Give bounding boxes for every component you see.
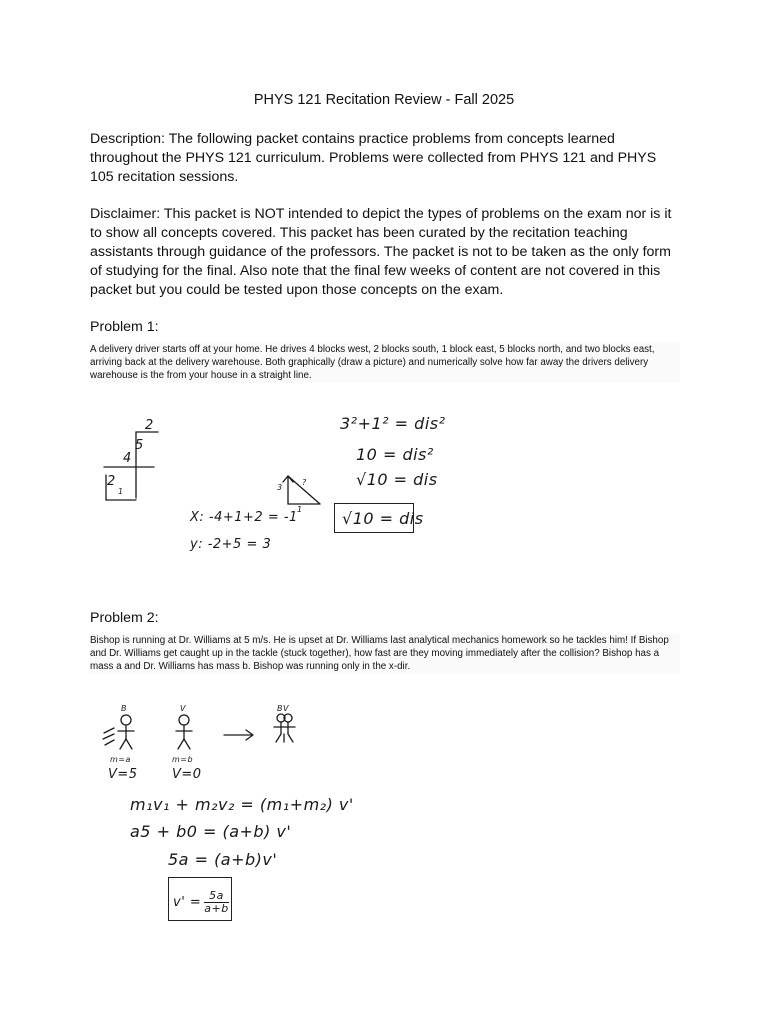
x-displacement-work: X: -4+1+2 = -1 xyxy=(190,510,298,525)
disclaimer-paragraph: Disclaimer: This packet is NOT intended to depict the types of problems on the exam nor is it to show all concepts covered. This packet has been curated by the recitation teaching assistants through guidance of the professors. The packet is not to be taken as the only form of studying for the final. Also note that the final few weeks of content are not covered in this packet but you could be tested upon those concepts on the exam. xyxy=(90,206,672,298)
motion-arrow-icon xyxy=(222,728,257,742)
page-title: PHYS 121 Recitation Review - Fall 2025 xyxy=(253,92,515,108)
description-paragraph: Description: The following packet contains practice problems from concepts learned throughout the PHYS 121 curriculum. Problems were collected from PHYS 121 and PHYS 105 recitation sessions. xyxy=(90,131,657,185)
problem-1-label: Problem 1: xyxy=(90,319,159,335)
distance-equation-3: √10 = dis xyxy=(356,470,438,489)
y-displacement-work: y: -2+5 = 3 xyxy=(190,537,272,552)
distance-equation-2: 10 = dis² xyxy=(356,445,434,464)
problem-2-answer-box xyxy=(168,877,232,921)
problem-1-answer-box xyxy=(334,503,424,533)
triangle-label-question: ? xyxy=(302,478,307,487)
triangle-sketch xyxy=(280,470,330,510)
williams-mass: m=b xyxy=(172,755,194,764)
momentum-equation-3: 5a = (a+b)v' xyxy=(168,850,278,869)
bishop-mass: m=a xyxy=(110,755,131,764)
momentum-equation-2: a5 + b0 = (a+b) v' xyxy=(130,822,292,841)
combined-letters: BV xyxy=(277,704,289,713)
problem-2-statement: Bishop is running at Dr. Williams at 5 m/s. He is upset at Dr. Williams last analytical mechanics homework so he tackles him! If Bishop and Dr. Williams get caught up in the tackle (stuck together), how fast are they moving immediately after the collision? Bishop has a mass a and Dr. Williams has mass b. Bishop was running only in the x-dir. xyxy=(90,634,680,674)
answer-lhs: v' = xyxy=(173,895,202,910)
williams-velocity: V=0 xyxy=(172,767,202,782)
triangle-label-1: 1 xyxy=(297,505,303,514)
problem-1-answer: √10 = dis xyxy=(342,509,424,528)
sketch-label-1: 1 xyxy=(118,487,124,496)
sketch-label-2-bottom: 2 xyxy=(107,474,116,489)
problem-2-answer xyxy=(173,890,229,915)
sketch-label-4: 4 xyxy=(123,451,132,466)
problem-1-statement: A delivery driver starts off at your home. He drives 4 blocks west, 2 blocks south, 1 block east, 5 blocks north, and two blocks east, arriving back at the delivery warehouse. Both graphically (draw a picture) and numerically solve how far away the drivers delivery warehouse is the from your house in a straight line. xyxy=(90,343,680,383)
williams-letter: V xyxy=(180,704,186,713)
bishop-velocity: V=5 xyxy=(108,767,138,782)
problem-2-label: Problem 2: xyxy=(90,610,159,626)
sketch-label-5: 5 xyxy=(135,438,144,453)
answer-numerator: 5a xyxy=(204,890,228,903)
answer-fraction xyxy=(204,890,228,915)
bishop-letter: B xyxy=(121,704,127,713)
sketch-label-2-top: 2 xyxy=(145,418,154,433)
momentum-equation-1: m₁v₁ + m₂v₂ = (m₁+m₂) v' xyxy=(130,795,354,814)
path-sketch xyxy=(100,420,170,505)
answer-denominator: a+b xyxy=(204,902,229,915)
distance-equation-1: 3²+1² = dis² xyxy=(340,414,446,433)
triangle-label-3: 3 xyxy=(277,483,283,492)
